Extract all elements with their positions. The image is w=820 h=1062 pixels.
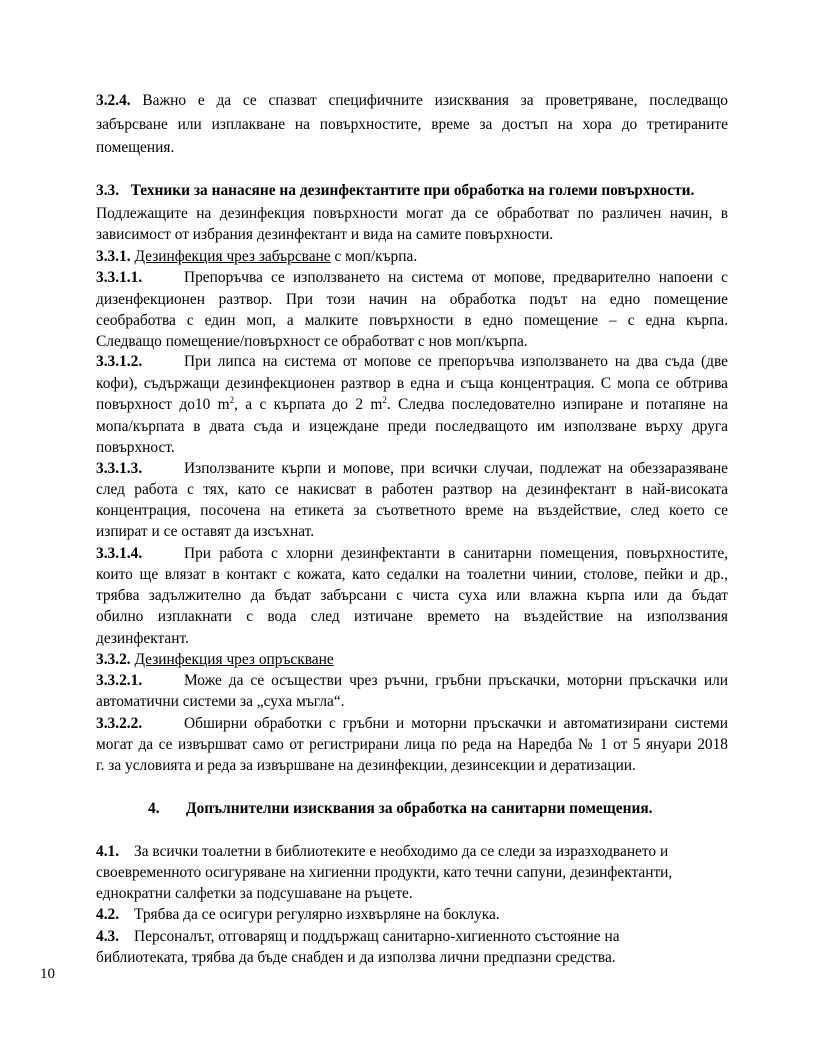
section-number: 4.2.: [96, 906, 120, 923]
para-3-3-1-3-line-2: след работа с тях, като се накисват в работен разтвор на дезинфектант в най-високата: [96, 481, 728, 498]
para-3-3-2-1-line-2: автоматични системи за „суха мъгла“.: [96, 693, 345, 710]
section-title: Допълнителни изисквания за обработка на санитарни помещения.: [186, 800, 653, 817]
para-4-1-line-2: своевременното осигуряване на хигиенни продукти, като течни сапуни, дезинфектанти,: [96, 864, 673, 881]
section-number: 4.: [148, 800, 160, 817]
para-3-3-1-1-line-2: дизенфекционен разтвор. При този начин на обработка подът на едно помещение: [96, 291, 728, 308]
para-text: Може да се осъществи чрез ръчни, гръбни пръскачки, моторни пръскачки или: [184, 672, 728, 689]
para-3-2-4-line-1: [96, 92, 728, 110]
para-3-3-1-1-line-4: Следващо помещение/повърхност се обработват с нов моп/кърпа.: [96, 333, 528, 350]
para-text: , а с кърпата до 2 m: [234, 396, 383, 413]
section-number: 3.3.1.1.: [96, 269, 143, 286]
para-4-2-line-1: [96, 906, 500, 924]
para-text: Препоръчва се използването на система от мопове, предварително напоени с: [184, 269, 728, 286]
para-4-1-line-3: еднократни салфетки за подсушаване на ръцете.: [96, 885, 413, 902]
section-number: 3.3.2.: [96, 651, 131, 668]
para-3-3-1-3-line-3: концентрация, посочена на етикета за съответното време на въздействие, след което се: [96, 502, 728, 519]
para-text: Обширни обработки с гръбни и моторни пръскачки и автоматизирани системи: [184, 715, 728, 732]
para-text: Използваните кърпи и мопове, при всички случаи, подлежат на обеззаразяване: [184, 460, 728, 477]
para-4-3-line-1: [96, 928, 620, 946]
para-3-3-2-2-line-3: г. за условията и реда за извършване на дезинфекции, дезинсекции и дератизации.: [96, 757, 636, 774]
para-3-3-1-4-line-4: обилно изплакнати с вода след изтичане времето на въздействие на използвания: [96, 608, 728, 625]
para-3-2-4-line-2: забърсване или изплакване на повърхностите, време за достъп на хора до третираните: [96, 116, 728, 133]
para-3-3-1-2-line-3: [96, 396, 728, 414]
para-3-2-4-line-3: помещения.: [96, 139, 175, 156]
para-3-3-1-2-line-4: мопа/кърпата в двата съда и изцеждане преди последващото им използване върху друга: [96, 418, 728, 435]
para-3-3-2-2-line-2: могат да се извършват само от регистрирани лица по реда на Наредба № 1 от 5 януари 2018: [96, 736, 728, 753]
para-3-3-1-3-line-4: изпират и се оставят да изсъхнат.: [96, 523, 315, 540]
para-text: Персоналът, отговарящ и поддържащ санитарно-хигиенното състояние на: [134, 928, 620, 945]
para-3-3-line-1: Подлежащите на дезинфекция повърхности могат да се обработват по различен начин, в: [96, 205, 728, 222]
para-3-3-2-1-line-1: [96, 672, 728, 690]
superscript: 2: [382, 395, 387, 405]
para-text: При работа с хлорни дезинфектанти в санитарни помещения, повърхностите,: [184, 545, 728, 562]
para-text: Трябва да се осигури регулярно изхвърляне на боклука.: [134, 906, 500, 923]
subsection-3-3-2: [96, 651, 334, 669]
para-3-3-2-2-line-1: [96, 715, 728, 733]
section-number: 3.3.2.2.: [96, 715, 143, 732]
para-3-3-1-3-line-1: [96, 460, 728, 478]
section-number: 3.3.1.3.: [96, 460, 143, 477]
para-text: . Следва последователно изпиране и потапяне на: [386, 396, 728, 413]
page-number: 10: [40, 966, 55, 982]
para-text: За всички тоалетни в библиотеките е необходимо да се следи за изразходването и: [134, 843, 669, 860]
section-4-heading: [148, 800, 653, 818]
superscript: 2: [229, 395, 235, 405]
subsection-title-rest: с моп/кърпа.: [330, 248, 418, 265]
section-number: 3.3.1.2.: [96, 353, 143, 370]
section-number: 3.3.2.1.: [96, 672, 143, 689]
subsection-title: Дезинфекция чрез опръскване: [134, 651, 334, 668]
subsection-title: Дезинфекция чрез забърсване: [134, 248, 331, 265]
para-3-3-1-2-line-1: [96, 353, 728, 371]
para-3-3-1-4-line-2: които ще влязат в контакт с кожата, като седалки на тоалетни чинии, столове, пейки и др.,: [96, 566, 728, 583]
section-number: 4.1.: [96, 843, 120, 860]
para-text: Важно е да се спазват специфичните изисквания за проветряване, последващо: [142, 92, 728, 109]
para-4-1-line-1: [96, 843, 668, 861]
section-number: 3.3.1.: [96, 248, 131, 265]
section-3-3-heading: 3.3. Техники за нанасяне на дезинфектантите при обработка на големи повърхности.: [96, 182, 695, 199]
para-3-3-1-4-line-3: трябва задължително да бъдат забърсани с чиста суха или влажна кърпа или да бъдат: [96, 587, 728, 604]
para-3-3-1-4-line-5: дезинфектант.: [96, 630, 189, 647]
para-3-3-1-2-line-5: повърхност.: [96, 439, 175, 456]
para-text: повърхност до10 m: [96, 396, 230, 413]
para-4-3-line-2: библиотеката, трябва да бъде снабден и да използва лични предпазни средства.: [96, 949, 616, 966]
subsection-3-3-1: [96, 248, 417, 266]
section-number: 4.3.: [96, 928, 120, 945]
para-text: При липса на система от мопове се препоръчва използването на два съда (две: [184, 353, 728, 370]
para-3-3-1-1-line-1: [96, 269, 728, 287]
section-number: 3.3.1.4.: [96, 545, 143, 562]
para-3-3-1-2-line-2: кофи), съдържащи дезинфекционен разтвор в една и съща концентрация. С мопа се обтрива: [96, 375, 728, 392]
para-3-3-1-1-line-3: сеобработва с един моп, а малките повърхности в едно помещение – с една кърпа.: [96, 312, 728, 329]
section-number: 3.2.4.: [96, 92, 131, 109]
para-3-3-1-4-line-1: [96, 545, 728, 563]
para-3-3-line-2: зависимост от избрания дезинфектант и вида на самите повърхности.: [96, 226, 554, 243]
